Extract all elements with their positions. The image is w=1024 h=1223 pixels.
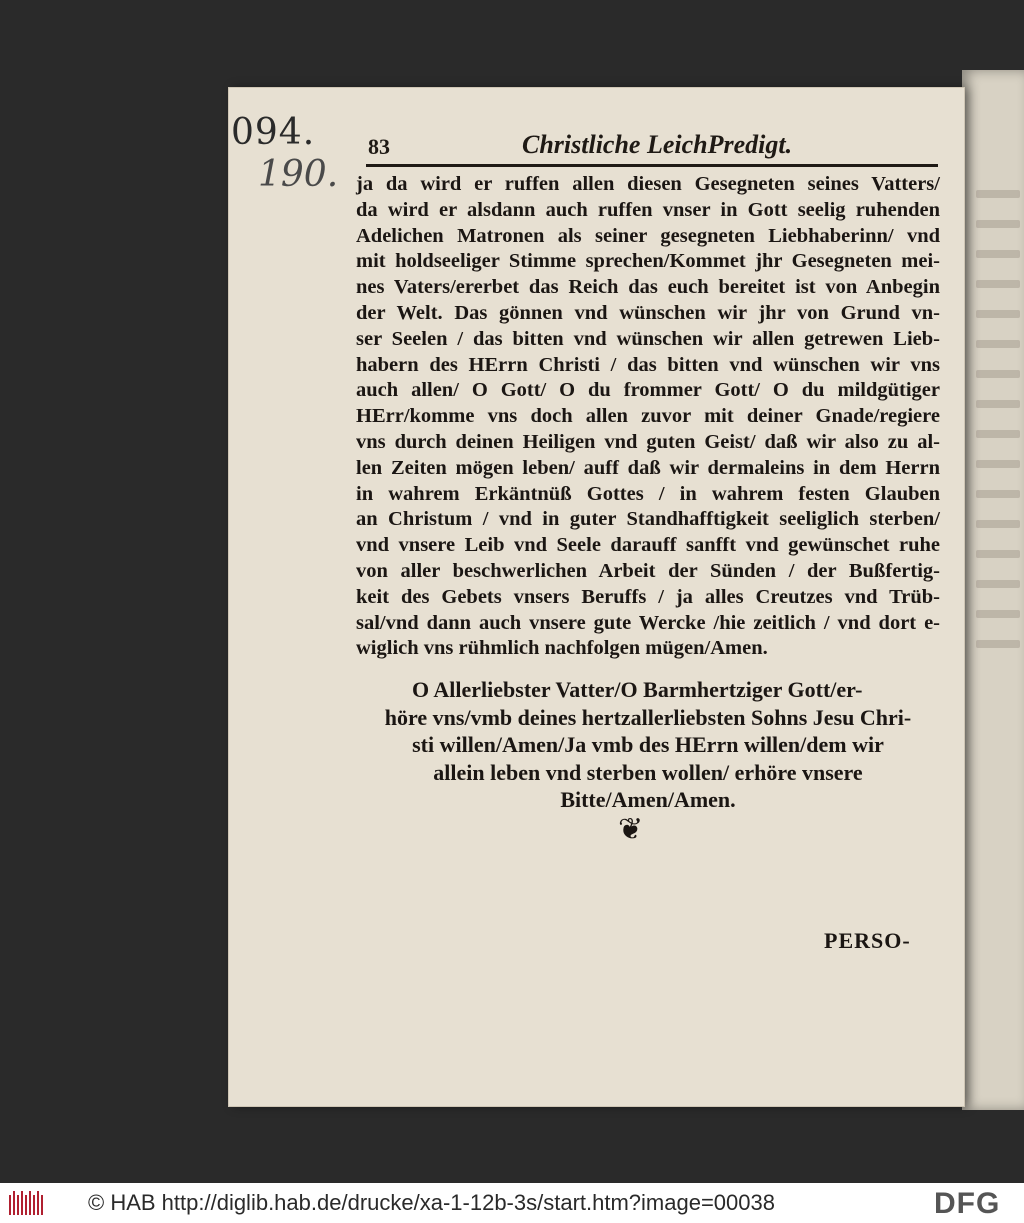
text-line: da wird er alsdann auch ruffen vnser in Gott seelig ruhenden	[356, 198, 940, 221]
text-line: ser Seelen / das bitten vnd wünschen wir allen getrewen Lieb-	[356, 327, 940, 350]
prayer-line: Bitte/Amen/Amen.	[560, 787, 736, 812]
prayer-line: sti willen/Amen/Ja vmb des HErrn willen/dem wir	[412, 732, 884, 757]
text-line: wiglich vns rühmlich nachfolgen mügen/Amen.	[356, 637, 768, 660]
text-line: von aller beschwerlichen Arbeit der Sünden / der Bußfertig-	[356, 559, 940, 582]
catchword: PERSO-	[824, 928, 911, 953]
text-line: Adelichen Matronen als seiner gesegneten Liebhaberinn/ vnd	[356, 224, 940, 247]
viewer-footer	[0, 1183, 1024, 1223]
running-head: Christliche LeichPredigt.	[522, 130, 793, 159]
prayer-line: allein leben vnd sterben wollen/ erhöre vnsere	[433, 759, 863, 785]
text-line: in wahrem Erkäntnüß Gottes / in wahrem festen Glauben	[356, 482, 940, 505]
closing-prayer	[356, 676, 940, 814]
page-number: 83	[368, 134, 390, 159]
text-line: der Welt. Das gönnen vnd wünschen wir jhr von Grund vn-	[356, 301, 940, 324]
fleuron-ornament: ❦	[618, 812, 644, 847]
text-line: auch allen/ O Gott/ O du frommer Gott/ O du mildgütiger	[356, 379, 940, 402]
text-line: vns durch deinen Heiligen vnd guten Geist/ daß wir also zu al-	[356, 430, 940, 453]
body-text	[356, 172, 940, 662]
adjacent-page-edge	[962, 70, 1024, 1110]
text-line: ja da wird er ruffen allen diesen Gesegneten seines Vatters/	[356, 173, 940, 195]
text-line: habern des HErrn Christi / das bitten vnd wünschen wir vns	[356, 353, 940, 376]
header-rule	[366, 164, 938, 167]
prayer-line: O Allerliebster Vatter/O Barmhertziger Gott/er-	[412, 677, 863, 702]
handwritten-number: 190.	[258, 154, 339, 195]
text-line: keit des Gebets vnsers Beruffs / ja alles Creutzes vnd Trüb-	[356, 585, 940, 608]
text-line: len Zeiten mögen leben/ auff daß wir dermaleins in dem Herrn	[356, 456, 940, 479]
dfg-logo[interactable]: DFG	[934, 1187, 1001, 1220]
text-line: mit holdseeliger Stimme sprechen/Kommet jhr Gesegneten mei-	[356, 250, 940, 273]
hab-logo-icon[interactable]	[6, 1187, 48, 1219]
text-line: an Christum / vnd in guter Standhafftigkeit seeliglich sterben/	[356, 508, 940, 531]
text-line: HErr/komme vns doch allen zuvor mit deiner Gnade/regiere	[356, 405, 940, 428]
prayer-line: höre vns/vmb deines hertzallerliebsten Sohns Jesu Chri-	[384, 704, 912, 730]
text-line: vnd vnsere Leib vnd Seele darauff sanfft vnd gewünschet ruhe	[356, 534, 940, 557]
copyright-link[interactable]: © HAB http://diglib.hab.de/drucke/xa-1-12b-3s/start.htm?image=00038	[88, 1190, 775, 1215]
folio-stamp: 094.	[231, 112, 316, 153]
text-line: sal/vnd dann auch vnsere gute Wercke /hie zeitlich / vnd dort e-	[356, 611, 940, 634]
text-line: nes Vaters/ererbet das Reich das euch bereitet ist von Anbegin	[356, 276, 940, 299]
